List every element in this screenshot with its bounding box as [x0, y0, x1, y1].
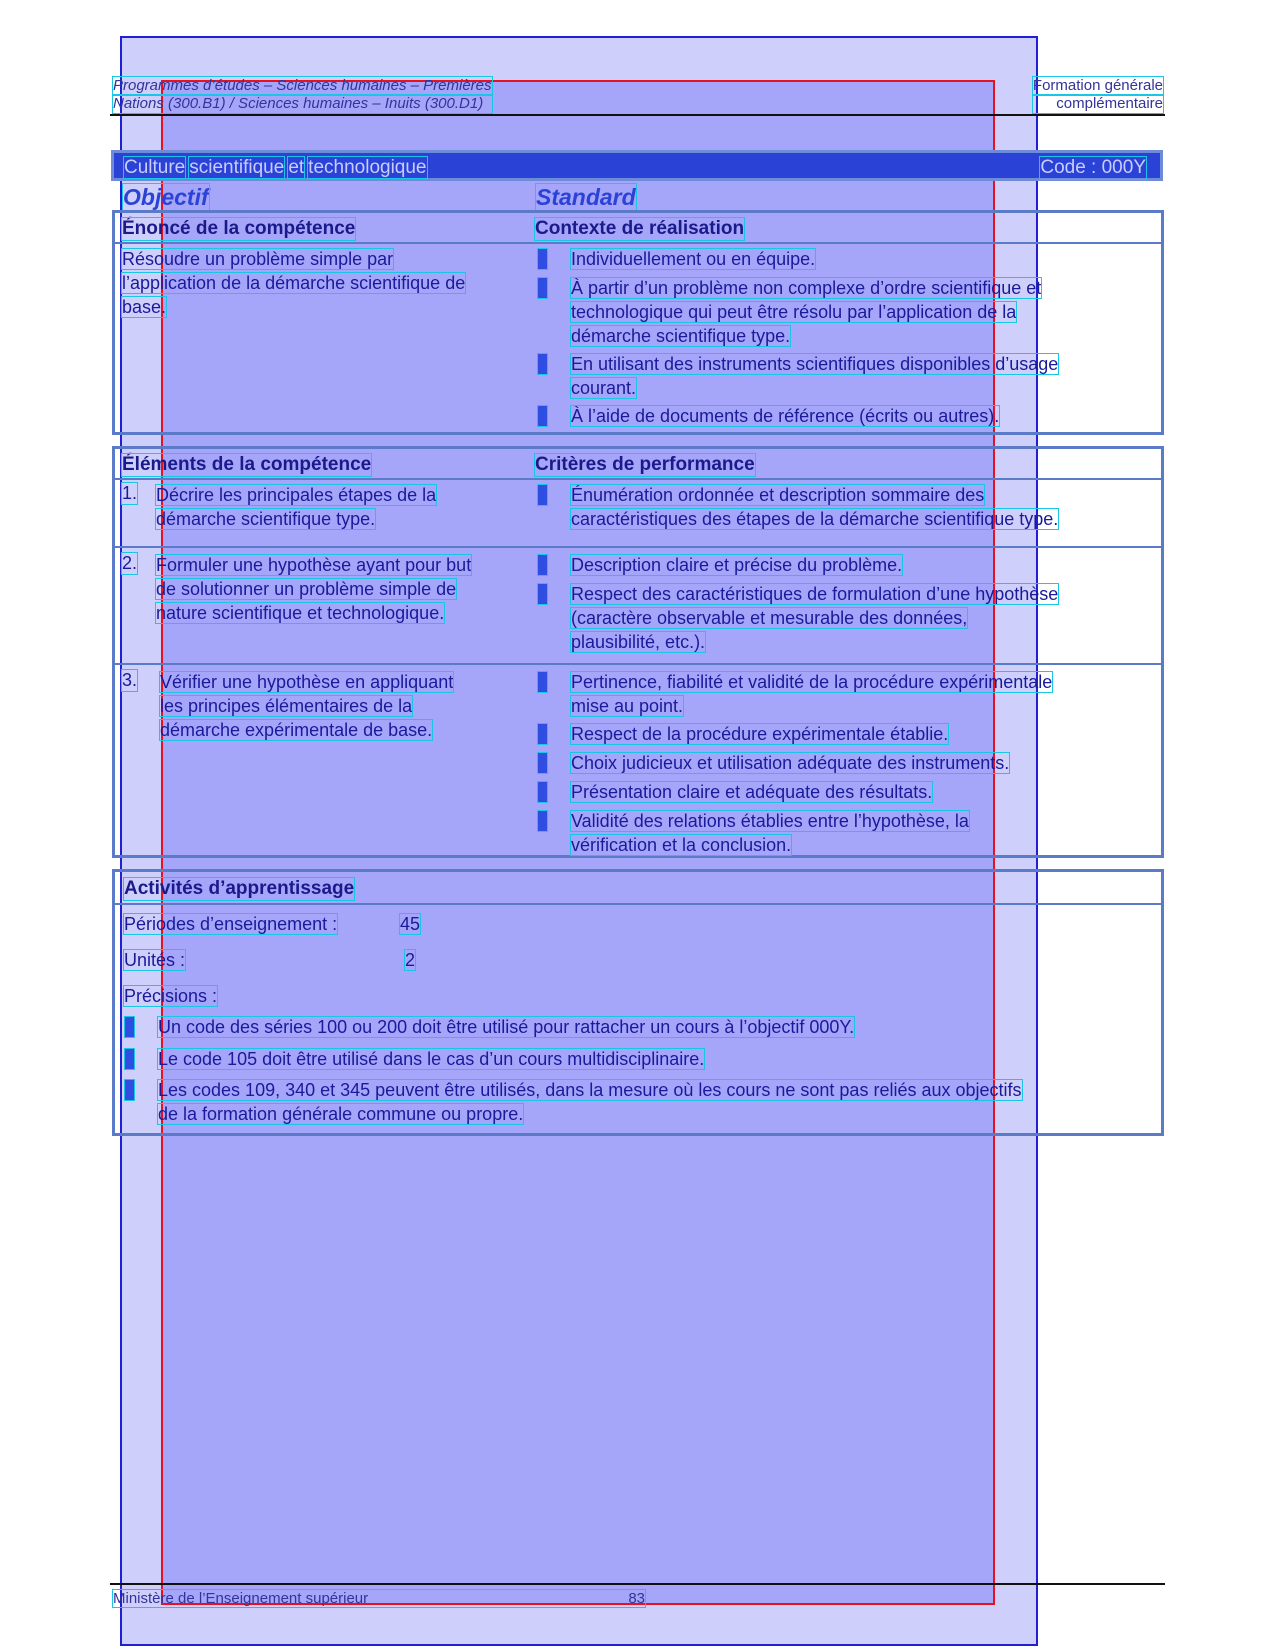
- element-number: 3.: [122, 670, 138, 690]
- list-item: Pertinence, fiabilité et validité de la procédure expérimentale mise au point.: [571, 670, 1052, 718]
- list-item: Le code 105 doit être utilisé dans le cas d’un cours multidisciplinaire.: [158, 1047, 704, 1071]
- header-rule: [110, 114, 1165, 116]
- header-left: Programmes d’études – Sciences humaines – Premières Nations (300.B1) / Sciences humaines – Inuits (300.D1): [113, 77, 492, 112]
- list-item: Les codes 109, 340 et 345 peuvent être utilisés, dans la mesure où les cours ne sont pas reliés aux objectifs de la formation générale commune ou propre.: [158, 1078, 1022, 1126]
- elements-box: [112, 446, 1164, 858]
- divider: [115, 478, 1161, 480]
- periods-label: Périodes d’enseignement :: [124, 914, 338, 934]
- divider: [115, 242, 1161, 244]
- precisions-label: Précisions :: [124, 986, 218, 1006]
- list-item: En utilisant des instruments scientifiques disponibles d’usage courant.: [571, 352, 1058, 400]
- page-title: Culture scientifique et technologique: [124, 157, 427, 178]
- units-value: 2: [405, 950, 416, 970]
- list-item: Respect des caractéristiques de formulation d’une hypothèse (caractère observable et mesurable des données, plausibilité, etc.).: [571, 582, 1058, 654]
- list-item: Validité des relations établies entre l’hypothèse, la vérification et la conclusion.: [571, 809, 969, 857]
- criteria-heading: Critères de performance: [535, 454, 755, 475]
- footer-rule: [110, 1583, 1165, 1585]
- list-item: À l’aide de documents de référence (écrits ou autres).: [571, 404, 999, 428]
- list-item: Présentation claire et adéquate des résultats.: [571, 780, 932, 804]
- list-item: Individuellement ou en équipe.: [571, 247, 815, 271]
- list-item: Respect de la procédure expérimentale établie.: [571, 722, 948, 746]
- element-number: 1.: [122, 483, 138, 503]
- element-number: 2.: [122, 553, 138, 573]
- footer-ministry: Ministère de l’Enseignement supérieur: [113, 1590, 369, 1607]
- periods-value: 45: [400, 914, 421, 934]
- divider: [115, 903, 1161, 905]
- footer: [113, 1590, 645, 1607]
- list-item: Description claire et précise du problème.: [571, 553, 902, 577]
- list-item: Énumération ordonnée et description sommaire des caractéristiques des étapes de la démarche scientifique type.: [571, 483, 1058, 531]
- column-heading-objective: Objectif: [123, 184, 209, 210]
- page-number: 83: [628, 1590, 645, 1607]
- element-text: Formuler une hypothèse ayant pour but de solutionner un problème simple de nature scientifique et technologique.: [156, 555, 472, 623]
- header-right: Formation générale complémentaire: [1032, 77, 1163, 112]
- column-heading-standard: Standard: [536, 184, 636, 210]
- element-text: Décrire les principales étapes de la démarche scientifique type.: [156, 485, 437, 529]
- element-text: Vérifier une hypothèse en appliquant les principes élémentaires de la démarche expérimentale de base.: [160, 672, 454, 740]
- title-bar: [111, 150, 1163, 181]
- list-item: Choix judicieux et utilisation adéquate des instruments.: [571, 751, 1009, 775]
- statement-heading: Énoncé de la compétence: [122, 218, 356, 239]
- course-code: Code : 000Y: [1040, 157, 1146, 178]
- list-item: À partir d’un problème non complexe d’ordre scientifique et technologique qui peut être résolu par l’application de la démarche scientifique type.: [571, 276, 1041, 348]
- context-heading: Contexte de réalisation: [535, 218, 745, 239]
- divider: [115, 663, 1161, 665]
- list-item: Un code des séries 100 ou 200 doit être utilisé pour rattacher un cours à l’objectif 000Y.: [158, 1015, 854, 1039]
- elements-heading: Éléments de la compétence: [122, 454, 372, 475]
- divider: [115, 546, 1161, 548]
- competence-box: [112, 210, 1164, 435]
- activities-heading: Activités d’apprentissage: [124, 878, 355, 899]
- competence-statement: Résoudre un problème simple par l’application de la démarche scientifique de base.: [122, 249, 466, 317]
- activities-box: [112, 869, 1164, 1136]
- units-label: Unités :: [124, 950, 186, 970]
